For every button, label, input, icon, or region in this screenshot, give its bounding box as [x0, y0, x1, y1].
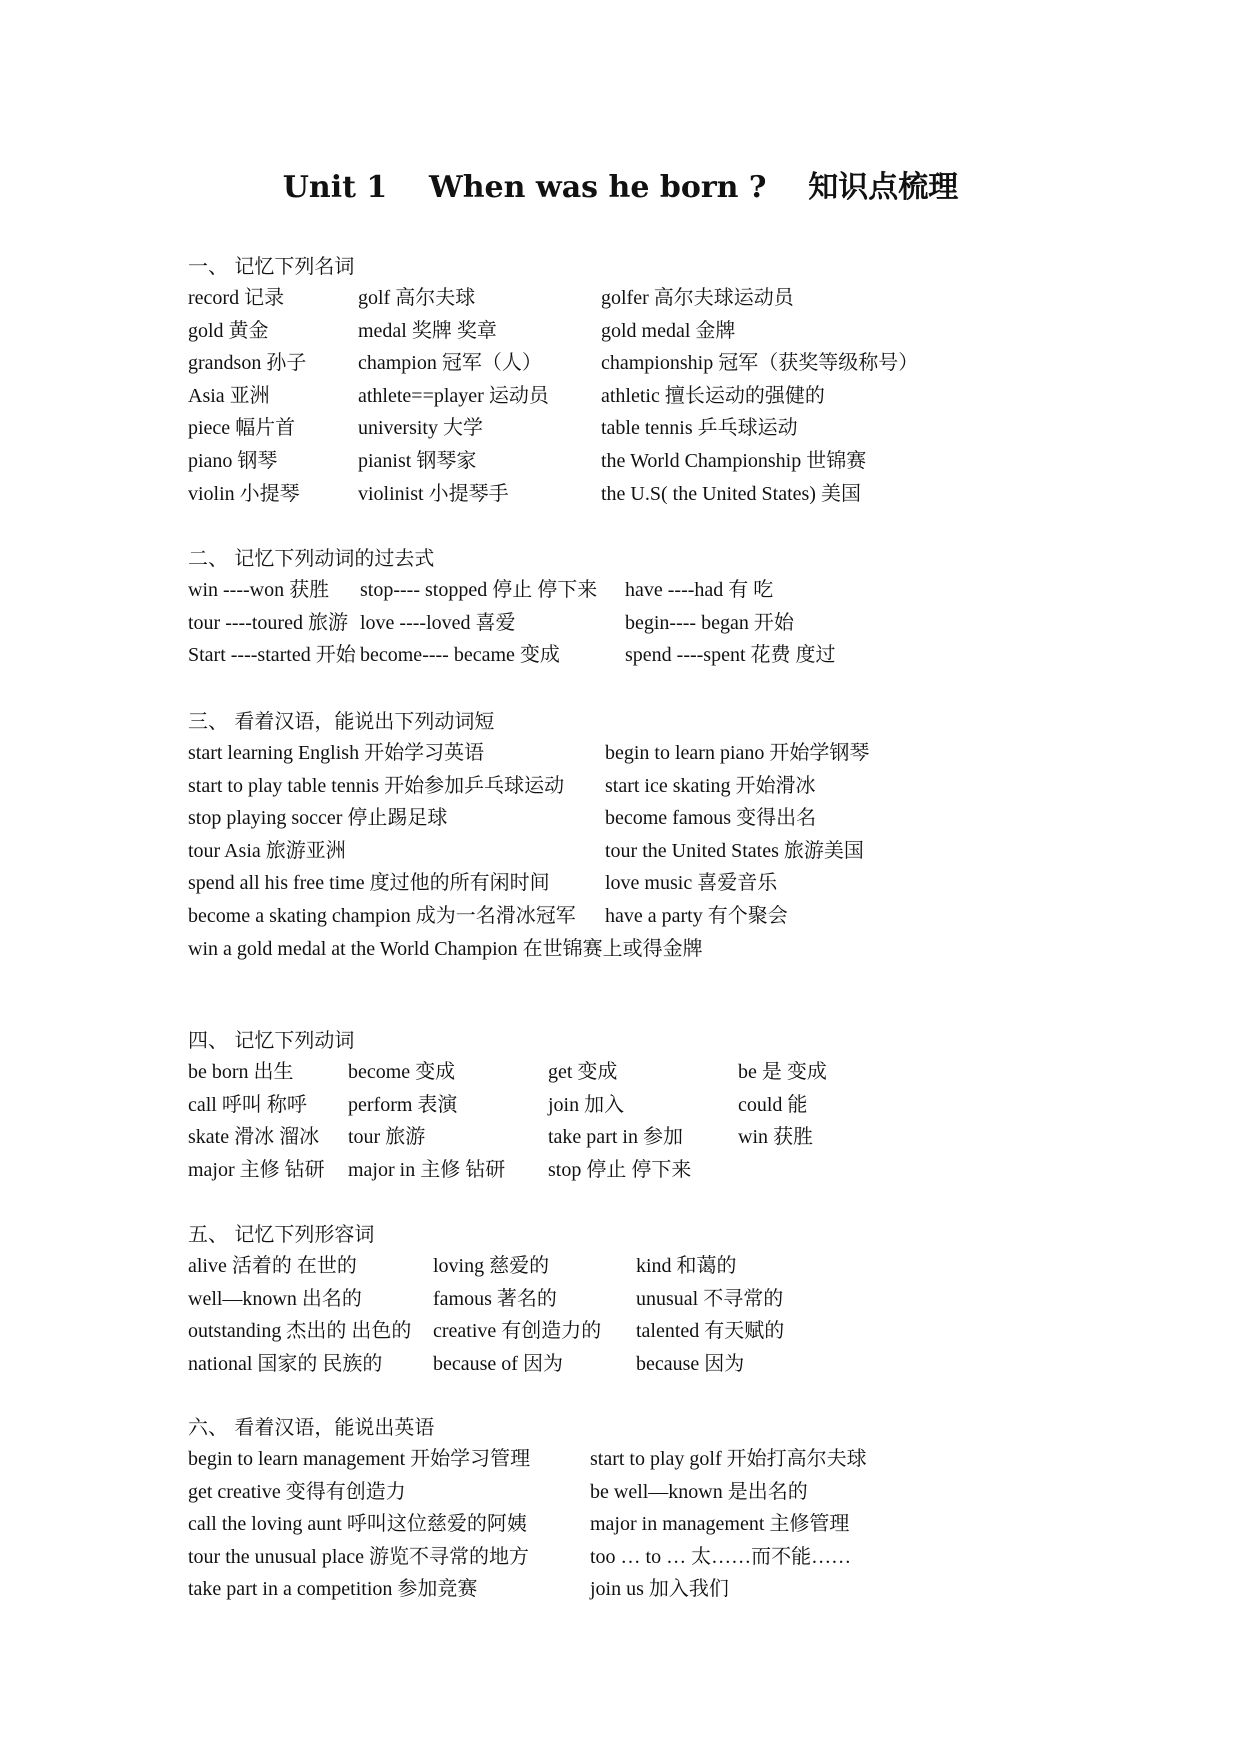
vocab-entry: stop---- stopped 停止 停下来: [360, 579, 598, 601]
vocab-entry: unusual 不寻常的: [636, 1287, 784, 1310]
vocab-entry: violin 小提琴: [188, 482, 300, 505]
vocab-row: [188, 607, 1188, 640]
vocab-entry: record 记录: [188, 287, 285, 309]
vocab-entry: violinist 小提琴手: [358, 482, 509, 505]
vocab-entry: piano 钢琴: [188, 449, 278, 472]
vocab-row: [188, 1089, 1188, 1122]
vocab-entry: win 获胜: [738, 1126, 813, 1149]
vocab-row: [188, 802, 1188, 835]
vocab-row: [188, 1154, 1188, 1187]
vocab-entry: become 变成: [348, 1061, 456, 1083]
vocab-entry: champion 冠军（人）: [358, 352, 542, 375]
vocab-entry: have a party 有个聚会: [605, 904, 788, 927]
vocab-entry: tour 旅游: [348, 1126, 426, 1149]
vocab-entry: major in management 主修管理: [590, 1513, 850, 1536]
section-1: [188, 250, 1188, 510]
vocab-entry: Start ----started 开始: [188, 644, 356, 667]
vocab-row: [188, 1541, 1188, 1574]
vocab-entry: start ice skating 开始滑冰: [605, 774, 816, 797]
vocab-row: [188, 1250, 1188, 1283]
vocab-row: [188, 282, 1188, 315]
vocab-entry: Asia 亚洲: [188, 384, 270, 407]
vocab-entry: have ----had 有 吃: [625, 579, 774, 601]
section-heading: 六、 看着汉语，能说出英语: [188, 1415, 435, 1439]
vocab-entry: golf 高尔夫球: [358, 287, 476, 309]
vocab-entry: famous 著名的: [433, 1287, 557, 1310]
vocab-entry: major in 主修 钻研: [348, 1158, 506, 1181]
vocab-entry: join 加入: [548, 1093, 625, 1116]
vocab-entry: begin---- began 开始: [625, 611, 794, 634]
vocab-entry: call the loving aunt 呼叫这位慈爱的阿姨: [188, 1513, 527, 1536]
vocab-entry: could 能: [738, 1093, 808, 1116]
vocab-row: [188, 639, 1188, 672]
vocab-row: [188, 1283, 1188, 1316]
section-5: [188, 1218, 1188, 1380]
vocab-entry: the World Championship 世锦赛: [601, 449, 867, 472]
vocab-entry: medal 奖牌 奖章: [358, 319, 497, 342]
vocab-entry: loving 慈爱的: [433, 1255, 550, 1277]
vocab-entry: piece 幅片首: [188, 417, 296, 440]
vocab-entry: perform 表演: [348, 1093, 458, 1116]
vocab-entry: outstanding 杰出的 出色的: [188, 1320, 412, 1343]
vocab-entry: athletic 擅长运动的强健的: [601, 384, 825, 407]
vocab-entry: the U.S( the United States) 美国: [601, 482, 861, 505]
vocab-entry: athlete==player 运动员: [358, 384, 549, 407]
vocab-entry: start to play table tennis 开始参加乒乓球运动: [188, 774, 565, 797]
vocab-entry: because 因为: [636, 1352, 745, 1375]
vocab-entry: talented 有天赋的: [636, 1320, 785, 1343]
vocab-row: [188, 933, 1188, 966]
section-heading: 二、 记忆下列动词的过去式: [188, 546, 435, 570]
vocab-row: [188, 574, 1188, 607]
vocab-entry: start to play golf 开始打高尔夫球: [590, 1448, 867, 1470]
vocab-row: [188, 315, 1188, 348]
vocab-entry: stop 停止 停下来: [548, 1158, 692, 1181]
vocab-entry: too … to … 太……而不能……: [590, 1545, 852, 1568]
vocab-entry: begin to learn management 开始学习管理: [188, 1448, 531, 1470]
section-heading: 四、 记忆下列动词: [188, 1028, 355, 1052]
vocab-entry: spend ----spent 花费 度过: [625, 644, 836, 667]
vocab-row: [188, 900, 1188, 933]
section-6: [188, 1411, 1188, 1606]
vocab-entry: be born 出生: [188, 1061, 294, 1083]
vocab-row: [188, 1573, 1188, 1606]
vocab-row: [188, 445, 1188, 478]
vocab-entry: tour ----toured 旅游: [188, 611, 348, 634]
vocab-row: [188, 478, 1188, 511]
vocab-entry: creative 有创造力的: [433, 1320, 602, 1343]
section-4: [188, 1024, 1188, 1186]
vocab-entry: take part in a competition 参加竞赛: [188, 1578, 478, 1601]
vocab-entry: major 主修 钻研: [188, 1158, 325, 1181]
vocab-entry: university 大学: [358, 417, 483, 440]
vocab-entry: get 变成: [548, 1061, 618, 1083]
vocab-entry: table tennis 乒乓球运动: [601, 417, 798, 440]
vocab-row: [188, 412, 1188, 445]
vocab-entry: love music 喜爱音乐: [605, 872, 778, 895]
vocab-entry: spend all his free time 度过他的所有闲时间: [188, 872, 550, 895]
vocab-row: [188, 867, 1188, 900]
section-heading: 三、 看着汉语，能说出下列动词短: [188, 709, 495, 733]
vocab-entry: tour Asia 旅游亚洲: [188, 839, 346, 862]
vocab-entry: because of 因为: [433, 1352, 563, 1375]
vocab-entry: win a gold medal at the World Champion 在世锦赛上或得金牌: [188, 937, 703, 960]
section-heading: 五、 记忆下列形容词: [188, 1222, 375, 1246]
vocab-row: [188, 1121, 1188, 1154]
vocab-row: [188, 1443, 1188, 1476]
vocab-entry: get creative 变得有创造力: [188, 1480, 406, 1503]
vocab-row: [188, 1348, 1188, 1381]
vocab-entry: gold medal 金牌: [601, 319, 736, 342]
vocab-entry: tour the unusual place 游览不寻常的地方: [188, 1545, 530, 1568]
vocab-entry: kind 和蔼的: [636, 1255, 737, 1277]
vocab-entry: alive 活着的 在世的: [188, 1255, 357, 1277]
vocab-row: [188, 770, 1188, 803]
page-title: Unit 1 When was he born ? 知识点梳理: [282, 170, 959, 205]
vocab-entry: become a skating champion 成为一名滑冰冠军: [188, 904, 576, 927]
vocab-entry: national 国家的 民族的: [188, 1352, 383, 1375]
vocab-row: [188, 1476, 1188, 1509]
vocab-entry: grandson 孙子: [188, 352, 307, 375]
vocab-entry: love ----loved 喜爱: [360, 611, 516, 634]
section-heading: 一、 记忆下列名词: [188, 254, 355, 278]
vocab-entry: golfer 高尔夫球运动员: [601, 287, 794, 309]
vocab-entry: become---- became 变成: [360, 644, 560, 667]
vocab-entry: call 呼叫 称呼: [188, 1093, 307, 1116]
vocab-entry: championship 冠军（获奖等级称号）: [601, 352, 919, 375]
vocab-entry: skate 滑冰 溜冰: [188, 1126, 320, 1149]
section-2: [188, 542, 1188, 672]
vocab-row: [188, 380, 1188, 413]
vocab-row: [188, 1315, 1188, 1348]
vocab-entry: pianist 钢琴家: [358, 449, 477, 472]
vocab-entry: become famous 变得出名: [605, 807, 817, 830]
vocab-row: [188, 347, 1188, 380]
vocab-row: [188, 835, 1188, 868]
vocab-entry: take part in 参加: [548, 1126, 683, 1149]
vocab-entry: gold 黄金: [188, 319, 269, 342]
vocab-entry: start learning English 开始学习英语: [188, 742, 485, 764]
vocab-entry: join us 加入我们: [590, 1578, 729, 1601]
vocab-entry: be 是 变成: [738, 1061, 827, 1083]
vocab-entry: win ----won 获胜: [188, 579, 330, 601]
vocab-entry: tour the United States 旅游美国: [605, 839, 864, 862]
vocab-row: [188, 737, 1188, 770]
section-3: [188, 705, 1188, 965]
vocab-entry: stop playing soccer 停止踢足球: [188, 807, 448, 830]
vocab-row: [188, 1508, 1188, 1541]
vocab-entry: well—known 出名的: [188, 1287, 362, 1310]
vocab-entry: begin to learn piano 开始学钢琴: [605, 742, 870, 764]
vocab-row: [188, 1056, 1188, 1089]
vocab-entry: be well—known 是出名的: [590, 1480, 808, 1503]
